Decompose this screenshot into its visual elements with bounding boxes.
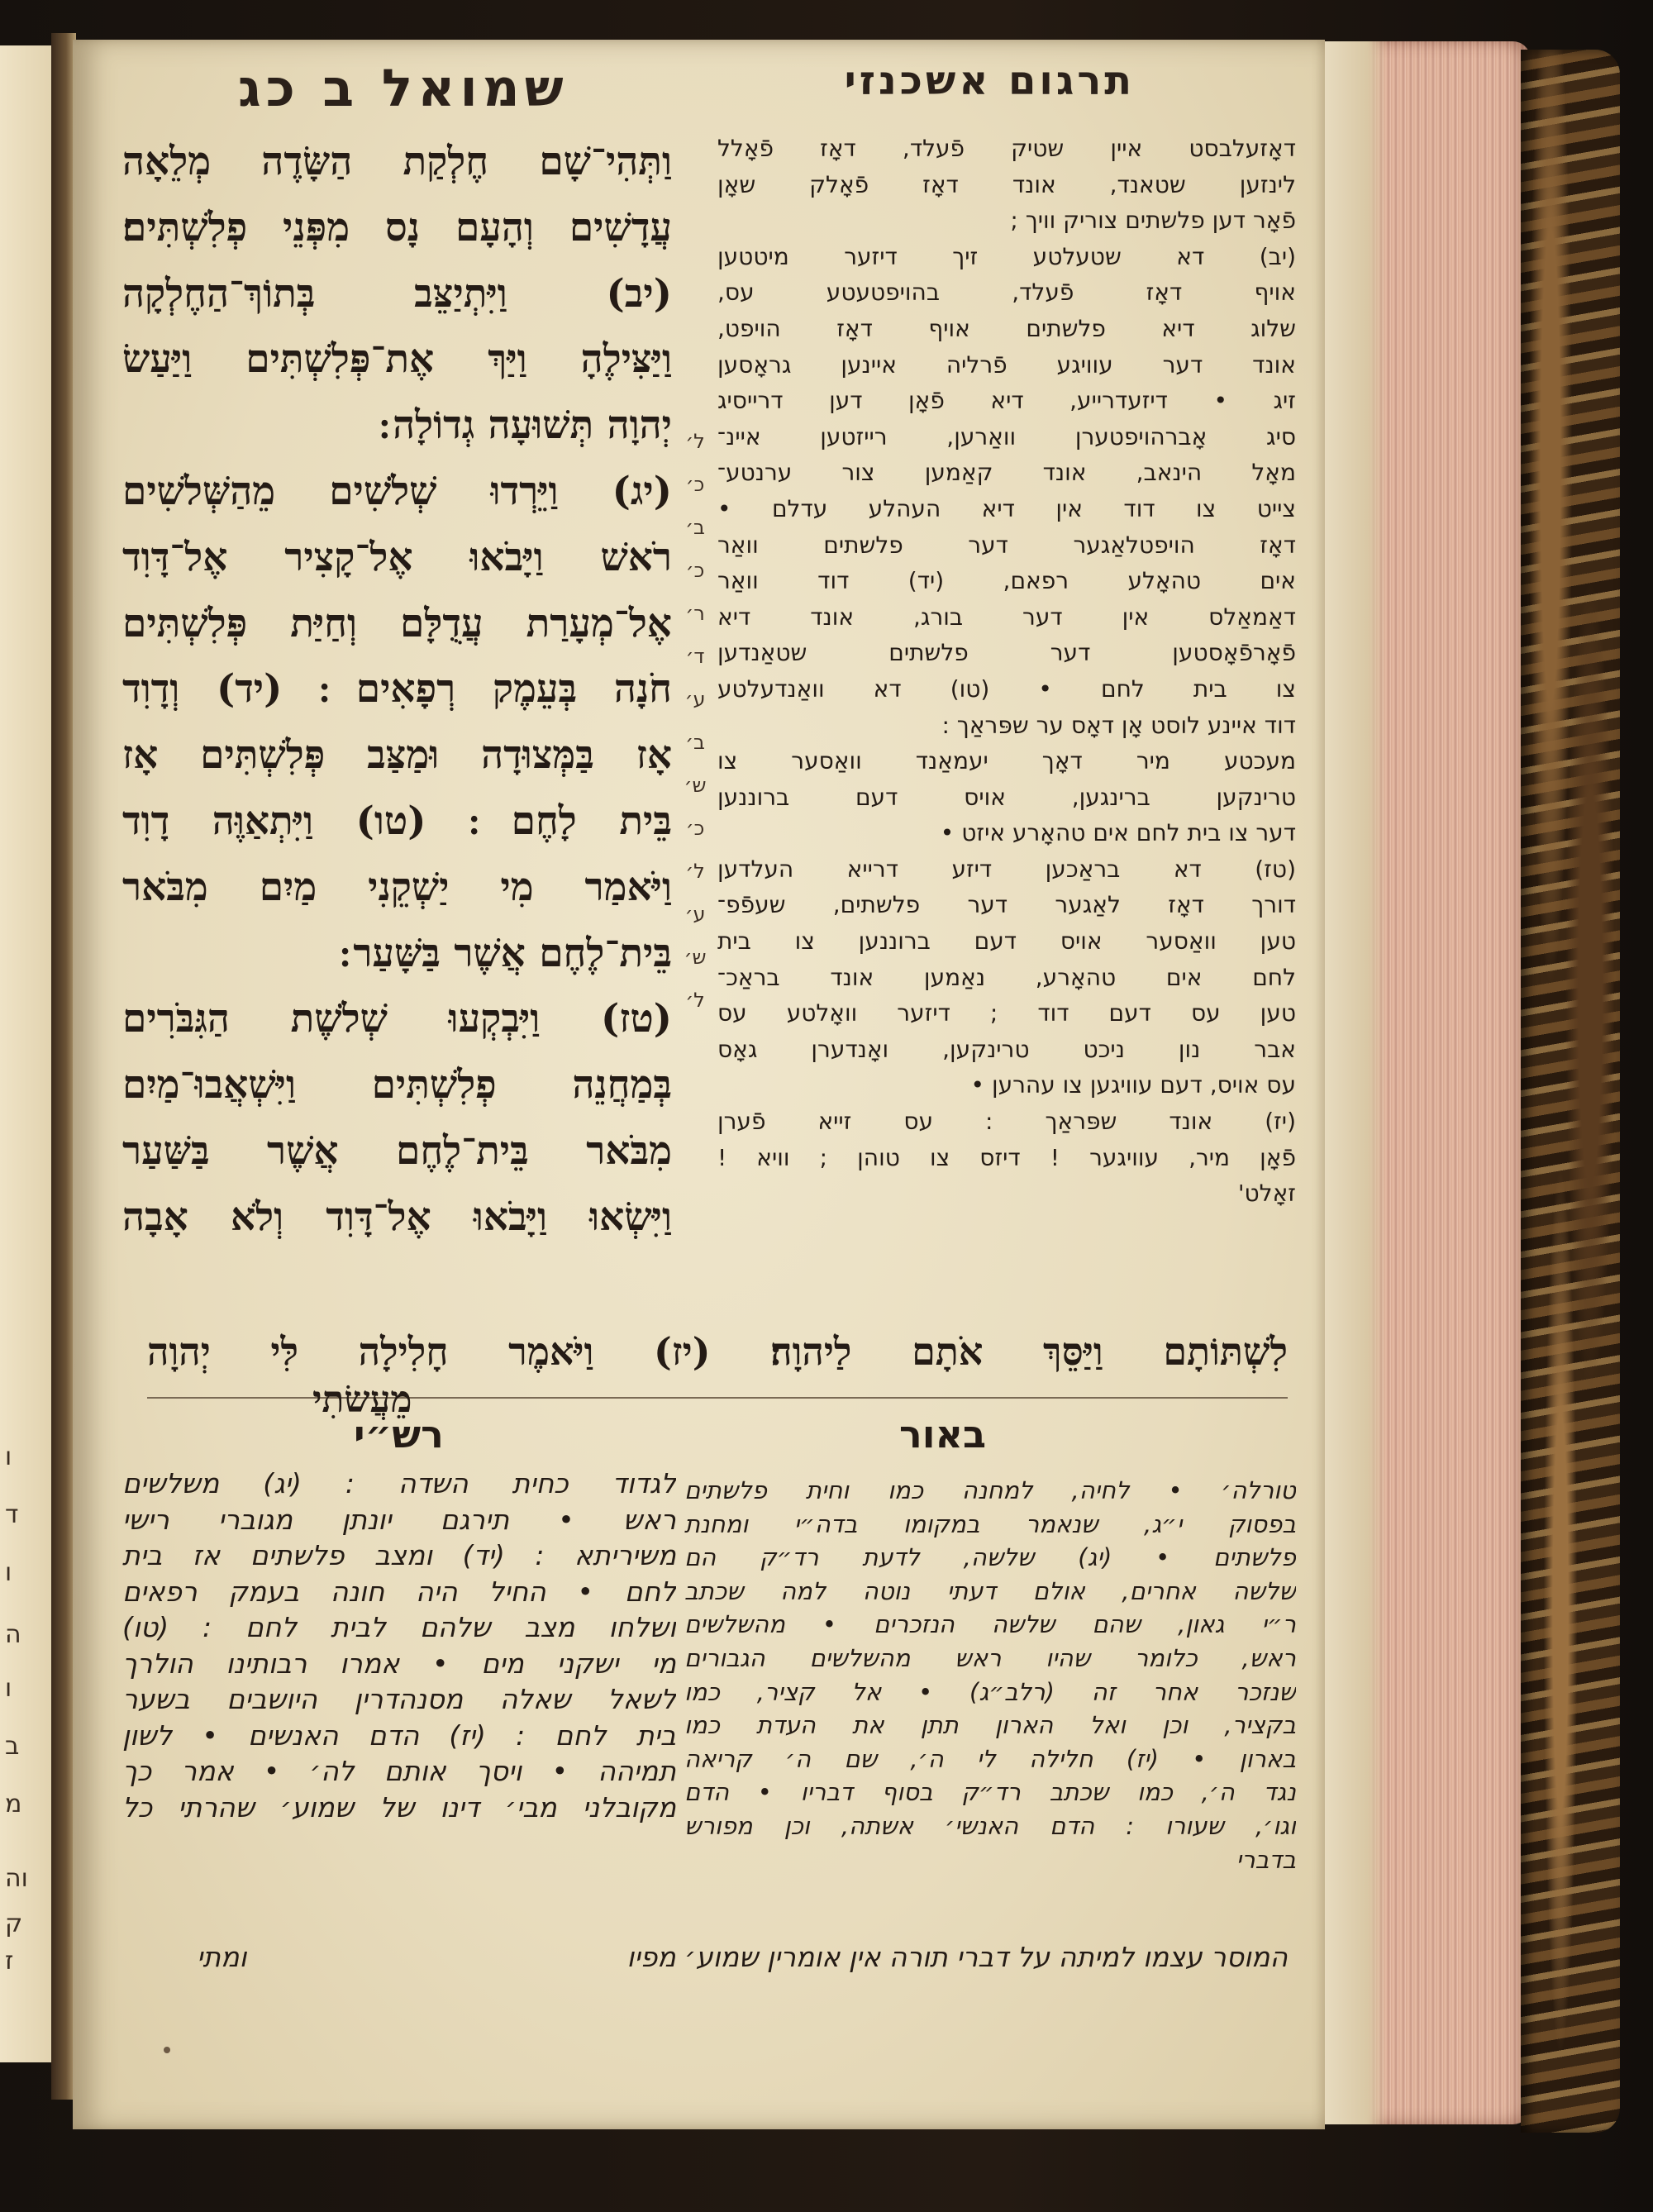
translation-line: מאָל הינאב, אונד קאַמען צור ערנטע־	[717, 459, 1296, 487]
margin-note: כ׳	[685, 473, 705, 496]
running-header-right: תרגום אשכנזי	[844, 58, 1135, 104]
margin-note: כ׳	[685, 817, 705, 840]
full-width-verse: לִשְׁתּוֹתָם וַיַּסֵּךְ אֹתָם לַיהוָה׃ (יז) וַיֹּאמֶר חָלִילָה לִּי יְהוָה	[147, 1329, 1288, 1374]
margin-note: ל׳	[685, 860, 705, 883]
margin-note: ב׳	[685, 516, 705, 539]
hebrew-line: וַיֹּאמַר מִי יַשְׁקֵנִי מַיִם מִבֹּאר	[122, 864, 672, 910]
margin-note: כ׳	[685, 559, 705, 582]
translation-line: אים טהאָלע רפאם, (יד) דוד וואַר	[717, 567, 1296, 595]
book-page	[73, 40, 1325, 2129]
translation-line: פֿאָן מיר, עוויגער ! דיזס צו טוהן ; וויא !	[717, 1143, 1296, 1171]
translation-line: פֿאָרפֿאָסטען דער פלשתים שטאַנדען	[717, 639, 1296, 667]
translation-line: (טז) דא בראַכען דיזע דרייא העלדען	[717, 855, 1296, 883]
hebrew-line: מִבֹּאר בֵּית־לֶחֶם אֲשֶׁר בַּשַּׁעַר	[122, 1127, 672, 1174]
margin-notes	[674, 420, 716, 1022]
hebrew-line: (יב) וַיִּתְיַצֵּב בְּתוֹךְ־הַחֶלְקָה	[122, 270, 672, 317]
translation-line: זאָלט'	[1237, 1180, 1296, 1208]
rashi-line: ראש • תירגם יונתן מגוברי רישי	[122, 1503, 676, 1536]
rashi-line: ושלחו מצב שלהם לבית לחם : (טו)	[122, 1611, 676, 1643]
rashi-line: לגדוד כחית השדה : (יג) משלשים	[122, 1467, 676, 1499]
translation-line: דאָזעלבסט איין שטיק פֿעלד, דאָז פֿאָלל	[717, 135, 1296, 162]
rashi-line: לחם • החיל היה חונה בעמק רפאים	[122, 1575, 676, 1608]
hebrew-line: בֵּית־לֶחֶם אֲשֶׁר בַּשָּׁעַר ׃	[339, 930, 672, 976]
hebrew-text-column	[122, 129, 672, 1251]
biur-line: שנזכר אחר זה (רלב״ג) • אל קציר, כמו	[684, 1677, 1296, 1706]
biur-line: שלשה אחרים, אולם דעתי נוטה למה שכתב	[684, 1576, 1296, 1605]
biur-line: בקציר, וכן ואל הארון תתן את העדת כמו	[684, 1711, 1296, 1740]
translation-line: דורך דאָז לאַגער דער פלשתים, שעפֿפ־	[717, 891, 1296, 919]
bottom-catchword: ומתי	[197, 1941, 247, 1973]
rashi-commentary	[122, 1466, 676, 1825]
translation-line: דאָז הויפטלאַגער דער פלשתים וואַר	[717, 531, 1296, 559]
hebrew-line: וַיִּשְׂאוּ וַיָּבֹאוּ אֶל־דָּוִד וְלֹא אָבָה	[122, 1194, 672, 1240]
translation-line: שלוג דיא פלשתים אויף דאָז הויפט,	[717, 314, 1296, 342]
margin-note: ש׳	[684, 774, 707, 797]
translation-line: זיג • דיזעדרייע, דיא פֿאָן דען דרייסיג	[717, 387, 1296, 415]
margin-note: ד׳	[685, 645, 705, 668]
translation-line: פֿאָר דען פלשתים צוריק וויך ;	[1010, 207, 1296, 235]
biur-line: נגד ה׳, כמו שכתב רד״ק בסוף דבריו • הדם	[684, 1778, 1296, 1807]
margin-note: ל׳	[685, 989, 705, 1012]
translation-line: לינזען שטאנד, אונד דאָז פֿאָלק שאָן	[717, 170, 1296, 198]
margin-note: ל׳	[685, 430, 705, 453]
rashi-line: מי ישקני מים • אמרו רבותינו הולרך	[122, 1647, 676, 1680]
hebrew-line: בֵּית לָחֶם ׃ (טו) וַיִּתְאַוֶּה דָוִד	[122, 798, 672, 844]
hebrew-line: עֲדָשִׁים וְהָעָם נָס מִפְּנֵי פְלִשְׁתִּים׃	[122, 204, 672, 250]
rashi-line: בית לחם : (יז) הדם האנשים • לשון	[122, 1719, 676, 1752]
biur-line: פלשתים • (יג) שלשה, לדעת רד״ק הם	[684, 1543, 1296, 1572]
hebrew-line: (יג) וַיֵּרְדוּ שְׁלֹשִׁים מֵהַשְּׁלשִׁים	[122, 468, 672, 514]
biur-line: בדברי	[1236, 1845, 1296, 1874]
left-page-letter: ו	[5, 1674, 12, 1703]
page-edge-lip	[1321, 41, 1387, 2124]
translation-line: מעכטע מיר דאָך יעמאַנד וואַסער צו	[717, 747, 1296, 775]
translation-line: טען וואַסער אויס דעם ברוננען צו בית	[717, 927, 1296, 956]
left-page-letter: ק	[5, 1909, 23, 1938]
translation-line: דוד איינע לוסט אָן דאָס ער שפּראַך :	[941, 711, 1296, 739]
left-page-letter: ו	[5, 1442, 12, 1471]
hebrew-line: אֶל־מְעָרַת עֲדֻלָּם וְחַיַּת פְּלִשְׁתִּים	[122, 600, 672, 646]
translation-line: אונד דער עוויגע פֿרליה איינען גראָסען	[717, 350, 1296, 379]
margin-note: ע׳	[684, 903, 706, 926]
biur-line: ראש, כלומר שהיו ראש מהשלשים הגבורים	[684, 1643, 1296, 1672]
rashi-line: תמיהה • ויסך אותם לה׳ • אמר כך	[122, 1755, 676, 1787]
translation-line: לחם אים טהאָרע, נאַמען אונד בראַכ־	[717, 963, 1296, 991]
biur-line: בארון • (יז) חלילה לי ה׳, שם ה׳ קריאה	[684, 1744, 1296, 1773]
translation-line: אויף דאָז פֿעלד, בהויפטעטע עס,	[717, 279, 1296, 307]
marbled-cover	[1521, 50, 1620, 2133]
margin-note: ב׳	[685, 731, 705, 754]
rashi-line: משיריתא : (יד) ומצב פלשתים אז בית	[122, 1539, 676, 1571]
translation-line: טען עס דעם דוד ; דיזער וואָלטע עס	[717, 999, 1296, 1027]
catchword: מֵעֲשׂתִי	[312, 1379, 412, 1421]
translation-line: (יב) דא שטעלטע זיך דיזער מיטטען	[717, 242, 1296, 270]
page-mark	[164, 2047, 170, 2053]
biur-line: בפסוק י״ג, שנאמר במקומו בדה״י ומחנת	[684, 1509, 1296, 1538]
biur-title: באור	[899, 1412, 987, 1456]
left-page-letter: ב	[5, 1732, 20, 1761]
biur-commentary	[684, 1474, 1296, 1876]
left-page-letter: ז	[5, 1947, 14, 1976]
bottom-line-text: המוסר עצמו למיתה על דברי תורה אין אומרין שמוע׳ מפיו	[626, 1941, 1288, 1973]
translation-line: עס אויס, דעם עוויגען צו עהרען •	[970, 1071, 1296, 1099]
hebrew-line: חֹנָה בְּעֵמֶק רְפָאִים ׃ (יד) וְדָוִד	[122, 666, 672, 713]
hebrew-line: וַתְּהִי־שָׁם חֶלְקַת הַשָּׂדֶה מְלֵאָה	[122, 139, 672, 184]
rashi-title: רש״י	[354, 1412, 444, 1456]
hebrew-line: בְּמַחֲנֵה פְלִשְׁתִּים וַיִּשְׁאֲבוּ־מַיִם	[122, 1062, 672, 1108]
left-page-letter: מ	[5, 1790, 22, 1819]
translation-line: צו בית לחם • (טו) דא וואַנדעלטע	[717, 675, 1296, 703]
margin-note: ע׳	[684, 688, 706, 711]
translation-column	[717, 131, 1296, 1212]
biur-line: טורלה׳ • לחיה, למחנה כמו וחית פלשתים	[684, 1476, 1296, 1504]
left-page-letter: ה	[5, 1620, 21, 1649]
hebrew-line: רֹאשׁ וַיָּבֹאוּ אֶל־קָצִיר אֶל־דָּוִד	[122, 534, 672, 580]
translation-line: (יז) אונד שפּראַך : עס זייא פֿערן	[717, 1108, 1296, 1136]
translation-line: סיג אָברהויפטערן וואַרען, רייזטען איינ־	[717, 422, 1296, 451]
biur-line: ר״י גאון, שהם שלשה הנזכרים • מהשלשים	[684, 1610, 1296, 1639]
left-page-fragment	[0, 45, 54, 2062]
translation-line: דאַמאַלס אין דער בורג, אונד דיא	[717, 603, 1296, 631]
hebrew-line: וַיַּצִּילֶהָ וַיַּךְ אֶת־פְּלִשְׁתִּים וַיַּעַשׂ	[122, 336, 672, 383]
rashi-line: מקובלני מבי׳ דינו של שמוע׳ שהרתי כל	[122, 1790, 676, 1823]
translation-line: אבר נון ניכט טרינקען, ואָנדערן גאָס	[717, 1035, 1296, 1063]
translation-line: דער צו בית לחם אים טהאָרע איזט •	[940, 819, 1296, 847]
left-page-letter: ד	[5, 1500, 19, 1529]
margin-note: ש׳	[684, 946, 707, 969]
hebrew-line: יְהוָה תְּשׁוּעָה גְדוֹלָה ׃	[379, 403, 672, 449]
rashi-line: לשאל שאלה מסנהדרין היושבים בשער	[122, 1683, 676, 1715]
left-page-letter: ו	[5, 1558, 12, 1587]
hebrew-line: אָז בַּמְּצוּדָה וּמַצַּב פְּלִשְׁתִּים אָז	[122, 732, 672, 779]
translation-line: צייט צו דוד אין דיא העהלע עדלם •	[717, 494, 1296, 522]
hebrew-line: (טז) וַיִּבְקְעוּ שְׁלֹשֶׁת הַגִּבֹּרִים	[122, 996, 672, 1042]
margin-note: ר׳	[685, 602, 705, 625]
running-header-left: שמואל ב כג	[238, 58, 569, 118]
translation-line: טרינקען ברינגען, אויס דעם ברוננען	[717, 783, 1296, 811]
biur-line: וגו׳, שעורו : הדם האנשי׳ אשתה, וכן מפורש	[684, 1811, 1296, 1840]
left-page-letter: וה	[5, 1864, 28, 1893]
